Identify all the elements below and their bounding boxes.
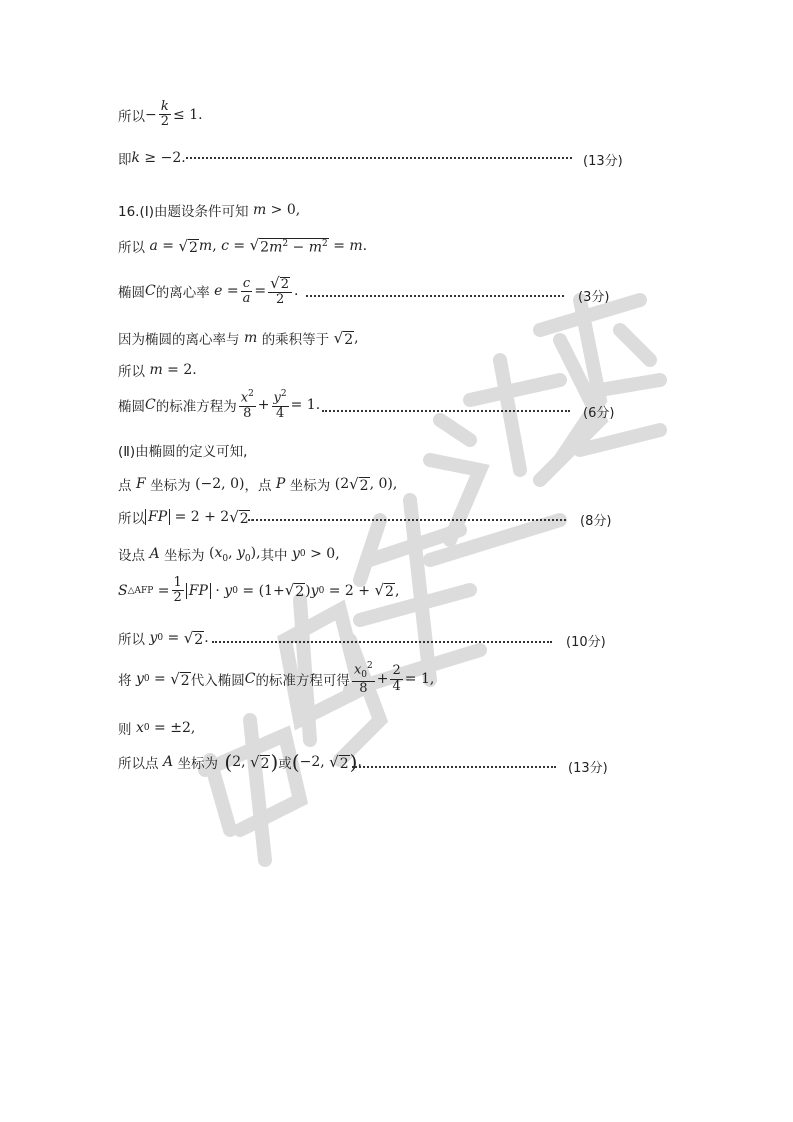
leader-dots [186,157,572,159]
line-substitute: 将 y 0 = √ 2 代入椭圆 C 的标准方程可得 $\frac{x_0^2}{8}$ + $\frac{2}{4}$ = 1, [118,661,435,696]
line-set-a: 设点 A 坐标为 ($x_0$, $y_0$), 其中 y 0 > 0, [118,544,340,564]
leader-dots [248,519,566,521]
fraction: $\frac{k}{2}$ [160,99,170,130]
line-k-half: 所以 − $\frac{k}{2}$ ≤ 1. [118,99,203,130]
score-3: (3分) [578,290,610,305]
line-std-eq: 椭圆 C 的标准方程为 $\frac{x^2}{8}$ + $\frac{y^2}{4}$ = 1. [118,389,321,421]
leader-dots [306,295,564,297]
leader-dots [212,641,552,643]
line-m2: 所以 m = 2. [118,362,197,380]
score-6: (6分) [583,406,615,421]
line-q16: 16.(Ⅰ)由题设条件可知 m > 0, [118,202,301,220]
line-k-ge: 即 k ≥ −2. [118,150,186,168]
line-part2: (Ⅱ)由椭圆的定义可知, [118,444,248,460]
leader-dots [322,410,570,412]
line-points: 点 F 坐标为 (−2, 0) ， 点 P 坐标为 (2 √ 2 , 0), [118,474,398,494]
score-13-final: (13分) [568,761,608,776]
line-area: S △AFP = $\frac{1}{2}$ FP · y 0 = (1+ √ 2 ) y 0 = 2 + √ 2 , [118,575,400,606]
line-fp: 所以 FP = 2 + 2 √ 2 . [118,507,255,527]
line-because: 因为椭圆的离心率与 m 的乘积等于 √ 2 , [118,328,359,348]
score-8: (8分) [580,514,612,529]
line-ecc: 椭圆 C 的离心率 e = $\frac{c}{a}$ = √ 2 2 . [118,274,299,308]
score-13: (13分) [583,154,623,169]
score-10: (10分) [566,635,606,650]
line-x0: 则 x 0 = ±2, [118,720,196,738]
line-answer: 所以点 A 坐标为 ( 2, √ 2 ) 或 ( −2, √ 2 ) . [118,750,362,774]
line-y0: 所以 y 0 = √ 2 . [118,628,209,648]
leader-dots [352,766,556,768]
line-a-c: 所以 a = √ 2 m , c = √ $2m^2 - m^2$ = m . [118,236,368,256]
